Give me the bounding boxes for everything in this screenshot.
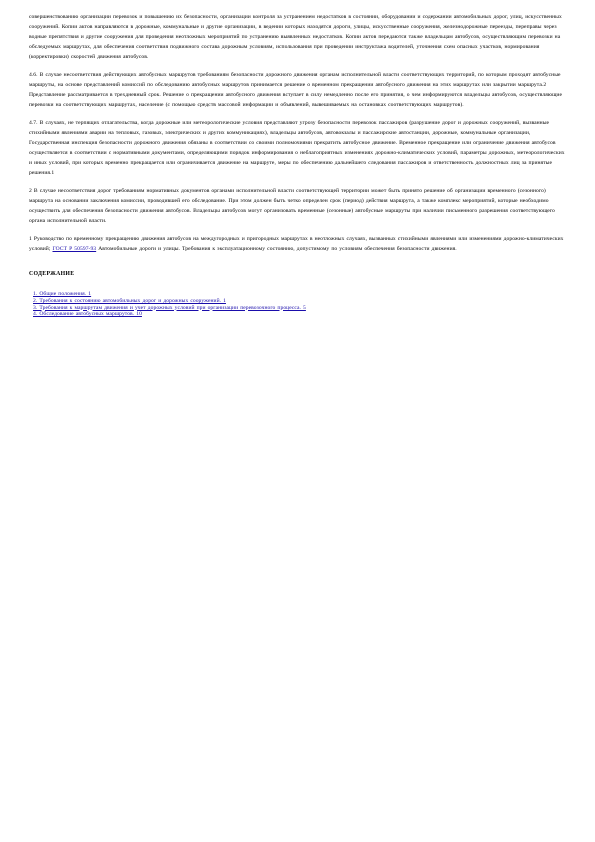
toc-heading: СОДЕРЖАНИЕ — [29, 271, 75, 277]
paragraph-4-6: 4.6. В случае несоответствия действующих автобусных маршрутов требованиям безопасности дорожного движения органам исполнительной власти соответствующих территорий, по которым проходят автобусные маршруты, на основе представлений комиссий по обследованию автобусных маршрутов принимается решение о временном прекращении автобусного движения на этих маршрутах или закрытии маршрута.2 Представление рассматривается в трехдневный срок. Решение о прекращении автобусного движения вступает в силу немедленно после его принятия, о чем информируются владельцы автобусов, осуществляющие перевозки на соответствующих маршрутах, население (с помощью средств массовой информации и объявлений, вывешиваемых на остановках соответствующих маршрутов). — [29, 72, 562, 108]
toc-item — [33, 291, 569, 298]
document-page — [29, 12, 569, 318]
paragraph-footnote-2: 2 В случае несоответствия дорог требованиям нормативных документов органами исполнительной власти соответствующей территории может быть принято решение об организации временного (сезонного) маршрута на основании заключения комиссии, проводившей его обследование. При этом должен быть четко определен срок (период) действия маршрута, а также комплекс мероприятий, которые необходимо осуществить для обеспечения безопасности движения автобусов. Владельцы автобусов могут организовать временные (сезонные) автобусные маршруты при наличии письменного разрешения соответствующего органа исполнительной власти. — [29, 188, 555, 224]
toc-item — [33, 298, 569, 305]
toc-item — [33, 311, 569, 318]
gost-link[interactable]: ГОСТ Р 50597-93 — [52, 246, 97, 252]
footnote-text-before: 1 Руководство по временному прекращению движения автобусов на междугородных и пригородных маршрутах в неотложных случаях, вызванных стихийными явлениями или изменениями дорожно-климатических условий; — [29, 236, 564, 252]
toc-link-general[interactable]: 1. Общие положения. 1 — [33, 291, 92, 297]
paragraph-acts-copies: совершенствованию организации перевозок и повышению их безопасности, организации контроля за устранением недостатков в состоянии, оборудовании и содержании автомобильных дорог, улиц, искусственных сооружений. Копии актов направляются в дорожные, коммунальные и другие организации, в ведении которых находятся дороги, улицы, искусственные сооружения, железнодорожные переезды, переправы через водные препятствия и другие сооружения для проведения неотложных мероприятий по устранению выявленных недостатков. Копии актов передаются также владельцам автобусов, осуществляющим перевозки на обследуемых маршрутах, для обеспечения соответствия подвижного состава дорожным условиям, использования при проведении инструктажа водителей, уточнения схем опасных участков, нормирования (корректировки) скоростей движения автобусов. — [29, 14, 562, 60]
toc-list — [33, 291, 569, 318]
footnote-1 — [29, 234, 569, 254]
footnote-text-after: Автомобильные дороги и улицы. Требования к эксплуатационному состоянию, допустимому по условиям обеспечения безопасности движения. — [96, 246, 457, 252]
paragraph-4-7: 4.7. В случаях, не терпящих отлагательства, когда дорожные или метеорологические условия представляют угрозу безопасности перевозок пассажиров (разрушение дорог и дорожных сооружений, вызванные стихийными явлениями аварии на тепловых, газовых, электрических и других коммуникациях), владельцы автобусов, автовокзалы и пассажирские автостанции, дорожные, коммунальные организации, Государственная инспекция безопасности дорожного движения обязаны в соответствии со своими полномочиями прекратить автобусное движение. Временное прекращение или ограничение движения автобусов осуществляется в соответствии с нормативными документами, определяющими порядок информирования о неблагоприятных изменениях дорожно-климатических условий, параметры дорожных, метеорологических и иных условий, при которых временно прекращается или ограничивается движение на маршруте, меры по обеспечению дальнейшего следования пассажиров и ответственность должностных лиц за принятые решения.1 — [29, 120, 565, 176]
toc-link-roads[interactable]: 2. Требования к состоянию автомобильных дорог и дорожных сооружений. 1 — [33, 297, 226, 304]
toc-link-inspection[interactable]: 4. Обследование автобусных маршрутов. 10 — [33, 311, 142, 318]
toc-link-routes[interactable]: 3. Требования к маршрутам движения и учет дорожных условий при организации перевозочного процесса. 5 — [33, 304, 306, 311]
